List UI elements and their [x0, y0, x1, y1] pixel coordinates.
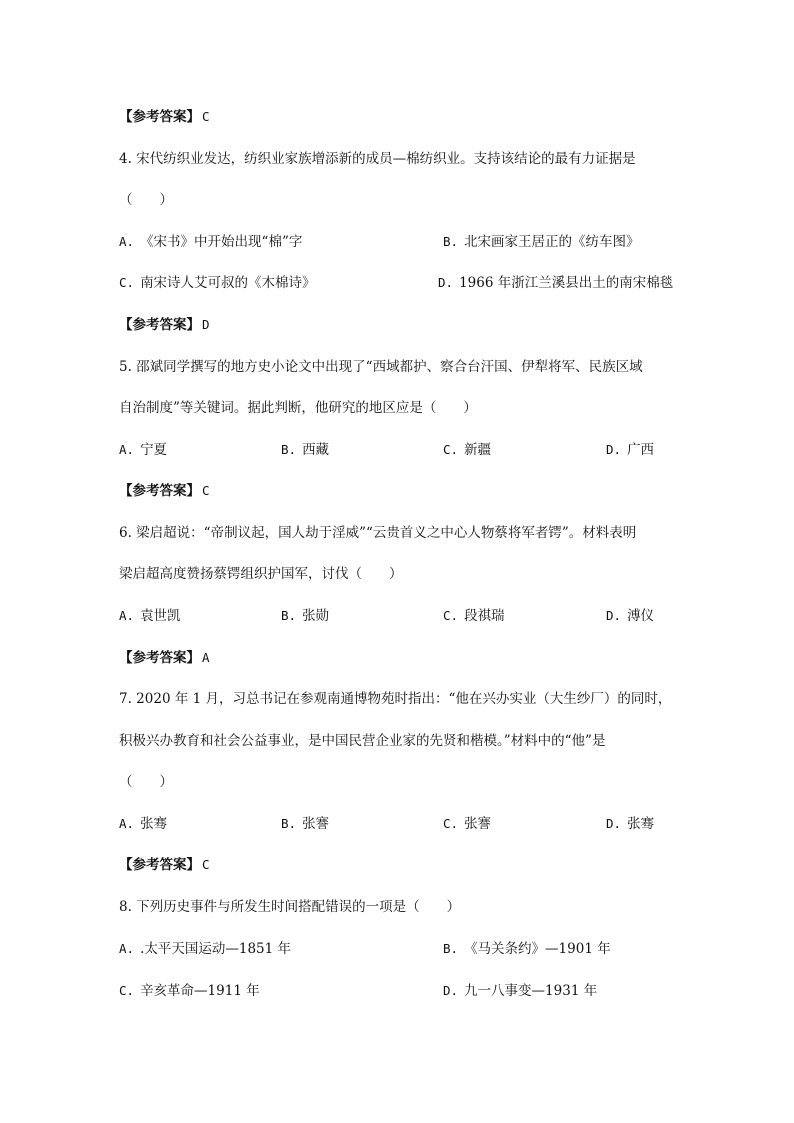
option-letter: B.: [443, 234, 459, 249]
question-7-option-a[interactable]: [119, 814, 167, 834]
option-letter: B.: [281, 608, 297, 623]
option-text: 宁夏: [140, 442, 168, 458]
question-8-option-a[interactable]: [119, 939, 291, 959]
answer-value: C: [202, 857, 210, 872]
option-text: 《宋书》中开始出现“棉”字: [140, 234, 303, 250]
option-text: 南宋诗人艾可叔的《木棉诗》: [140, 275, 316, 291]
option-text: 九一八事变—1931 年: [464, 983, 598, 999]
option-letter: D.: [606, 442, 622, 457]
option-letter: D.: [606, 816, 622, 831]
answer-line-q3: [119, 107, 210, 127]
option-text: 新疆: [464, 442, 492, 458]
answer-tag: 【参考答案】: [119, 857, 200, 873]
question-7-option-d[interactable]: [606, 814, 654, 834]
question-6-option-a[interactable]: [119, 606, 181, 626]
option-letter: A.: [119, 234, 135, 249]
option-letter: B.: [281, 442, 297, 457]
question-5-line-1: 5. 邵斌同学撰写的地方史小论文中出现了“西域都护、察合台汗国、伊犁将军、民族区域: [119, 359, 643, 375]
option-letter: C.: [443, 442, 459, 457]
option-letter: D.: [606, 608, 622, 623]
question-5-option-d[interactable]: [606, 440, 654, 460]
question-5-option-b[interactable]: [281, 440, 329, 460]
question-4-option-a[interactable]: [119, 232, 302, 252]
question-6-line-2: 梁启超高度赞扬蔡锷组织护国军，讨伐（ ）: [119, 566, 403, 582]
question-4-option-c[interactable]: [119, 273, 316, 293]
option-letter: C.: [443, 608, 459, 623]
question-7-option-b[interactable]: [281, 814, 329, 834]
question-8-option-d[interactable]: [443, 981, 597, 1001]
answer-tag: 【参考答案】: [119, 650, 200, 666]
option-text: .太平天国运动—1851 年: [140, 941, 292, 957]
question-7-line-2: 积极兴办教育和社会公益事业，是中国民营企业家的先贤和楷模。”材料中的“他”是: [119, 733, 606, 749]
option-text: 张骞: [627, 816, 655, 832]
question-5-line-2: 自治制度”等关键词。据此判断，他研究的地区应是（ ）: [119, 400, 477, 416]
option-text: 张骞: [140, 816, 168, 832]
option-letter: D.: [438, 275, 454, 290]
answer-line-q6: [119, 648, 210, 668]
question-6-option-d[interactable]: [606, 606, 654, 626]
question-7-line-3: （ ）: [119, 774, 173, 790]
option-text: 北宋画家王居正的《纺车图》: [464, 234, 640, 250]
question-5-option-a[interactable]: [119, 440, 167, 460]
answer-tag: 【参考答案】: [119, 109, 200, 125]
option-text: 溥仪: [627, 608, 655, 624]
option-letter: A.: [119, 941, 135, 956]
question-8-option-c[interactable]: [119, 981, 260, 1001]
option-letter: B.: [281, 816, 297, 831]
question-4-option-b[interactable]: [443, 232, 640, 252]
option-letter: C.: [443, 816, 459, 831]
option-text: 1966 年浙江兰溪县出土的南宋棉毯: [459, 275, 674, 291]
option-letter: D.: [443, 983, 459, 998]
question-6-option-c[interactable]: [443, 606, 505, 626]
answer-tag: 【参考答案】: [119, 317, 200, 333]
answer-value: C: [202, 109, 210, 124]
question-8-line-1: 8. 下列历史事件与所发生时间搭配错误的一项是（ ）: [119, 899, 461, 915]
option-text: 张謇: [302, 816, 330, 832]
option-letter: A.: [119, 816, 135, 831]
option-text: 西藏: [302, 442, 330, 458]
question-5-option-c[interactable]: [443, 440, 491, 460]
question-6-option-b[interactable]: [281, 606, 329, 626]
option-letter: C.: [119, 983, 135, 998]
option-text: 辛亥革命—1911 年: [140, 983, 260, 999]
answer-value: D: [202, 317, 210, 332]
question-6-line-1: 6. 梁启超说：“帝制议起，国人劫于淫威”“云贵首义之中心人物蔡将军者锷”。材料表明: [119, 525, 637, 541]
option-letter: A.: [119, 442, 135, 457]
question-8-option-b[interactable]: [443, 939, 611, 959]
option-text: 段祺瑞: [464, 608, 505, 624]
option-letter: B.: [443, 941, 459, 956]
option-letter: C.: [119, 275, 135, 290]
answer-line-q4: [119, 315, 210, 335]
question-4-line-2: （ ）: [119, 192, 173, 208]
answer-tag: 【参考答案】: [119, 483, 200, 499]
option-text: 张勋: [302, 608, 330, 624]
option-letter: A.: [119, 608, 135, 623]
option-text: 广西: [627, 442, 655, 458]
question-7-option-c[interactable]: [443, 814, 491, 834]
answer-value: A: [202, 650, 210, 665]
answer-value: C: [202, 483, 210, 498]
question-7-line-1: 7. 2020 年 1 月，习总书记在参观南通博物苑时指出：“他在兴办实业（大生纱厂）的同时，: [119, 691, 672, 707]
question-4-option-d[interactable]: [438, 273, 673, 293]
answer-line-q5: [119, 481, 210, 501]
option-text: 张謇: [464, 816, 492, 832]
option-text: 《马关条约》—1901 年: [464, 941, 611, 957]
question-4-line-1: 4. 宋代纺织业发达，纺织业家族增添新的成员—棉纺织业。支持该结论的最有力证据是: [119, 151, 636, 167]
answer-line-q7: [119, 855, 210, 875]
option-text: 袁世凯: [140, 608, 181, 624]
